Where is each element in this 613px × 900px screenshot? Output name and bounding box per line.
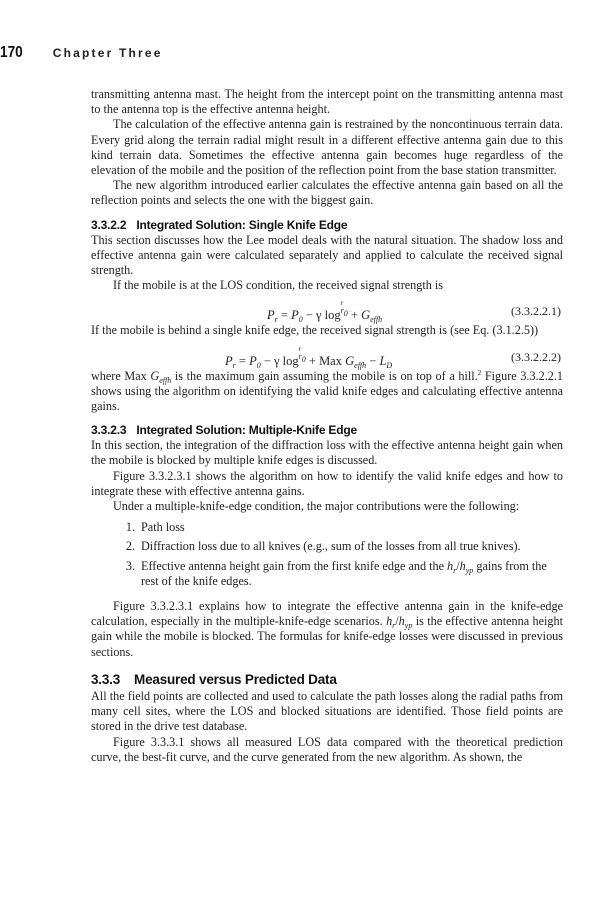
equation-3322-2: [91, 339, 563, 369]
section-number: 3.3.2.2: [91, 217, 127, 232]
section-title: Measured versus Predicted Data: [134, 671, 337, 687]
paragraph: All the field points are collected and used to calculate the path losses along the radial paths from many cell sites, where the LOS and blocked situations are identified. Those field points are stored in the drive test database.: [91, 688, 563, 734]
list-item: 3. Effective antenna height gain from the first knife edge and the $h_r/h_{yp}$ gains from the rest of the knife edges.: [125, 558, 547, 588]
section-heading-3323: [91, 423, 563, 438]
list-item: 1. Path loss: [125, 520, 185, 535]
contribution-list: [91, 520, 563, 589]
paragraph: If the mobile is behind a single knife edge, the received signal strength is (see Eq. (3.1.2.5)): [91, 323, 539, 338]
equation-expression: $P_r = P_0 - \gamma$ log r $r0 + G_{effh}$: [267, 299, 383, 325]
paragraph: This section discusses how the Lee model deals with the natural situation. The shadow loss and effective antenna gain were calculated separately and applied to calculate the received signal strength.: [91, 232, 563, 278]
paragraph: The calculation of the effective antenna gain is restrained by the noncontinuous terrain data. Every grid along the terrain radial might result in a different effective antenna gain due to this kind terrain data. Sometimes the effective antenna gain becomes huge regardless of the elevation of the mobile and the position of the reflection point from the base station transmitter.: [91, 117, 563, 178]
paragraph: Figure 3.3.2.3.1 explains how to integrate the effective antenna gain in the knife-edge calculation, especially in the multiple-knife-edge scenarios. $h_r/h_{yp}$ is the effective antenna height gain while the mobile is blocked. The formulas for knife-edge losses were discussed in previous sections.: [91, 599, 563, 659]
section-title: Integrated Solution: Single Knife Edge: [136, 217, 348, 232]
equation-number: (3.3.2.2.1): [511, 304, 561, 319]
paragraph: The new algorithm introduced earlier calculates the effective antenna gain based on all the reflection points and selects the one with the biggest gain.: [91, 178, 563, 208]
section-number: 3.3.3: [91, 671, 121, 687]
paragraph: Figure 3.3.2.3.1 shows the algorithm on how to identify the valid knife edges and how to integrate these with effective antenna gains.: [91, 468, 563, 498]
paragraph: Under a multiple-knife-edge condition, the major contributions were the following:: [113, 499, 520, 514]
list-item: 2. Diffraction loss due to all knives (e.g., sum of the losses from all true knives).: [125, 539, 521, 554]
page-body: [91, 87, 563, 765]
chapter-label: Chapter Three: [52, 46, 163, 60]
paragraph: where Max $G_{effh}$ is the maximum gain assuming the mobile is on top of a hill.$^2$ Figure 3.3.2.2.1 shows using the algorithm on identifying the valid knife edges and calculating effective antenna gains.: [91, 368, 563, 414]
section-heading-3322: [91, 218, 563, 233]
section-title: Integrated Solution: Multiple-Knife Edge: [136, 423, 357, 438]
equation-number: (3.3.2.2.2): [511, 349, 561, 364]
paragraph: Figure 3.3.3.1 shows all measured LOS data compared with the theoretical prediction curve, the best-fit curve, and the curve generated from the new algorithm. As shown, the: [91, 734, 563, 764]
section-heading-333: [91, 671, 563, 688]
paragraph: In this section, the integration of the diffraction loss with the effective antenna height gain when the mobile is blocked by multiple knife edges is discussed.: [91, 438, 563, 468]
section-number: 3.3.2.3: [91, 423, 127, 438]
equation-expression: $P_r = P_0 - \gamma$ log r r0 + Max $G_{effh} - L_D$: [225, 344, 393, 370]
page-number: 170: [0, 44, 23, 61]
page-header: [0, 44, 163, 64]
equation-3322-1: [91, 293, 563, 323]
paragraph: If the mobile is at the LOS condition, the received signal strength is: [113, 278, 444, 293]
paragraph: transmitting antenna mast. The height from the intercept point on the transmitting antenna mast to the antenna top is the effective antenna height.: [91, 87, 563, 117]
